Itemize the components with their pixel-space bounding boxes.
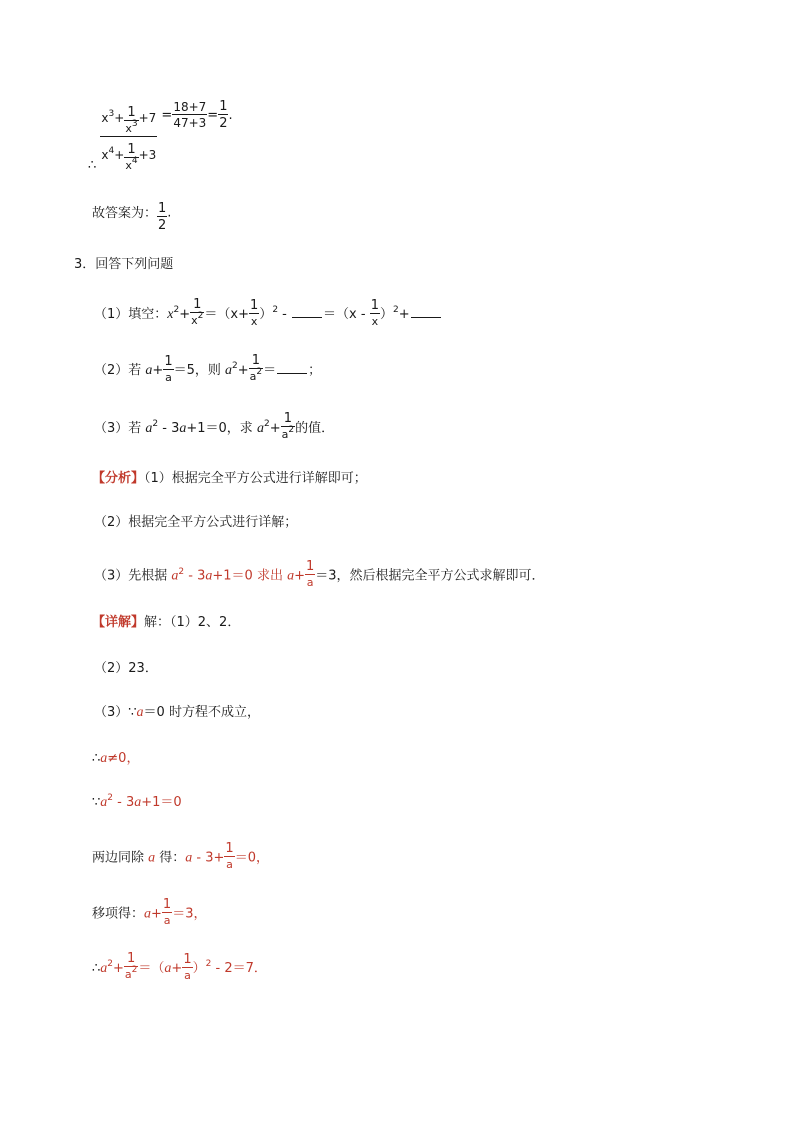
detail-line-6: 两边同除 a 得：a - 3+ $\frac{1}{a}$ ＝0，: [92, 841, 269, 871]
detail-line-3: （3）∵a＝0 时方程不成立，: [94, 705, 260, 720]
answer-blank-1[interactable]: [292, 307, 322, 318]
result-equation: ∴ $x^3+$ $\frac{1}{x^3}$ +7 $x^4+$ $\frac{1}{x^4}$ +3 = $\frac{18+7}{47+3}$ = $\frac{1}{2}$ .: [88, 99, 233, 173]
question-part-1: （1）填空：$x^2+$ $\frac{1}{x^2}$ ＝（x+ $\frac{1}{x}$ ）$^2$ - ＝（x - $\frac{1}{x}$ ）$^2$+: [94, 300, 442, 329]
analysis-line-1: 【分析】（1）根据完全平方公式进行详解即可；: [92, 471, 367, 486]
analysis-line-2: （2）根据完全平方公式进行详解；: [94, 515, 298, 530]
big-numerator: $x^3+$ $\frac{1}{x^3}$ +7: [101, 105, 157, 135]
question-part-3: （3）若 $a^2 - 3a+1=0$，求 $a^2+$ $\frac{1}{a^2}$ 的值．: [94, 411, 335, 441]
result-fraction: $\frac{1}{2}$: [219, 99, 228, 131]
analysis-line-3: （3）先根据 $a^2 - 3a+1=0$ 求出 a+ $\frac{1}{a}$ ＝3，然后根据完全平方公式求解即可．: [94, 559, 545, 589]
answer-line: 故答案为： $\frac{1}{2}$ .: [92, 201, 172, 233]
analysis-tag: 【分析】: [92, 471, 145, 486]
detail-line-7: 移项得：a+ $\frac{1}{a}$ ＝3，: [92, 897, 207, 927]
detail-line-4: ∴a≠0，: [92, 751, 140, 766]
detail-line-5: $\because a^2 - 3a+1=0$: [92, 793, 182, 810]
detail-tag: 【详解】: [92, 615, 145, 630]
detail-line-8: $\therefore a^2+$ $\frac{1}{a^2}$ ＝（a+ $\frac{1}{a}$ ）$^2$ - 2＝7．: [92, 951, 267, 982]
detail-line-1: 【详解】解：（1）2、2．: [92, 615, 241, 630]
question-part-2: （2）若 a+ $\frac{1}{a}$ ＝5，则 $a^2+$ $\frac{1}{a^2}$ ＝ ；: [94, 353, 322, 384]
big-fraction: [100, 104, 157, 170]
answer-blank-2[interactable]: [411, 307, 441, 318]
detail-line-2: （2）23．: [94, 661, 158, 676]
answer-blank-3[interactable]: [277, 363, 307, 374]
therefore-symbol: ∴: [88, 157, 97, 173]
question-title: 3．回答下列问题: [74, 257, 174, 272]
big-denominator: $x^4+$ $\frac{1}{x^4}$ +3: [101, 142, 157, 172]
mid-fraction: $\frac{18+7}{47+3}$: [173, 100, 207, 130]
